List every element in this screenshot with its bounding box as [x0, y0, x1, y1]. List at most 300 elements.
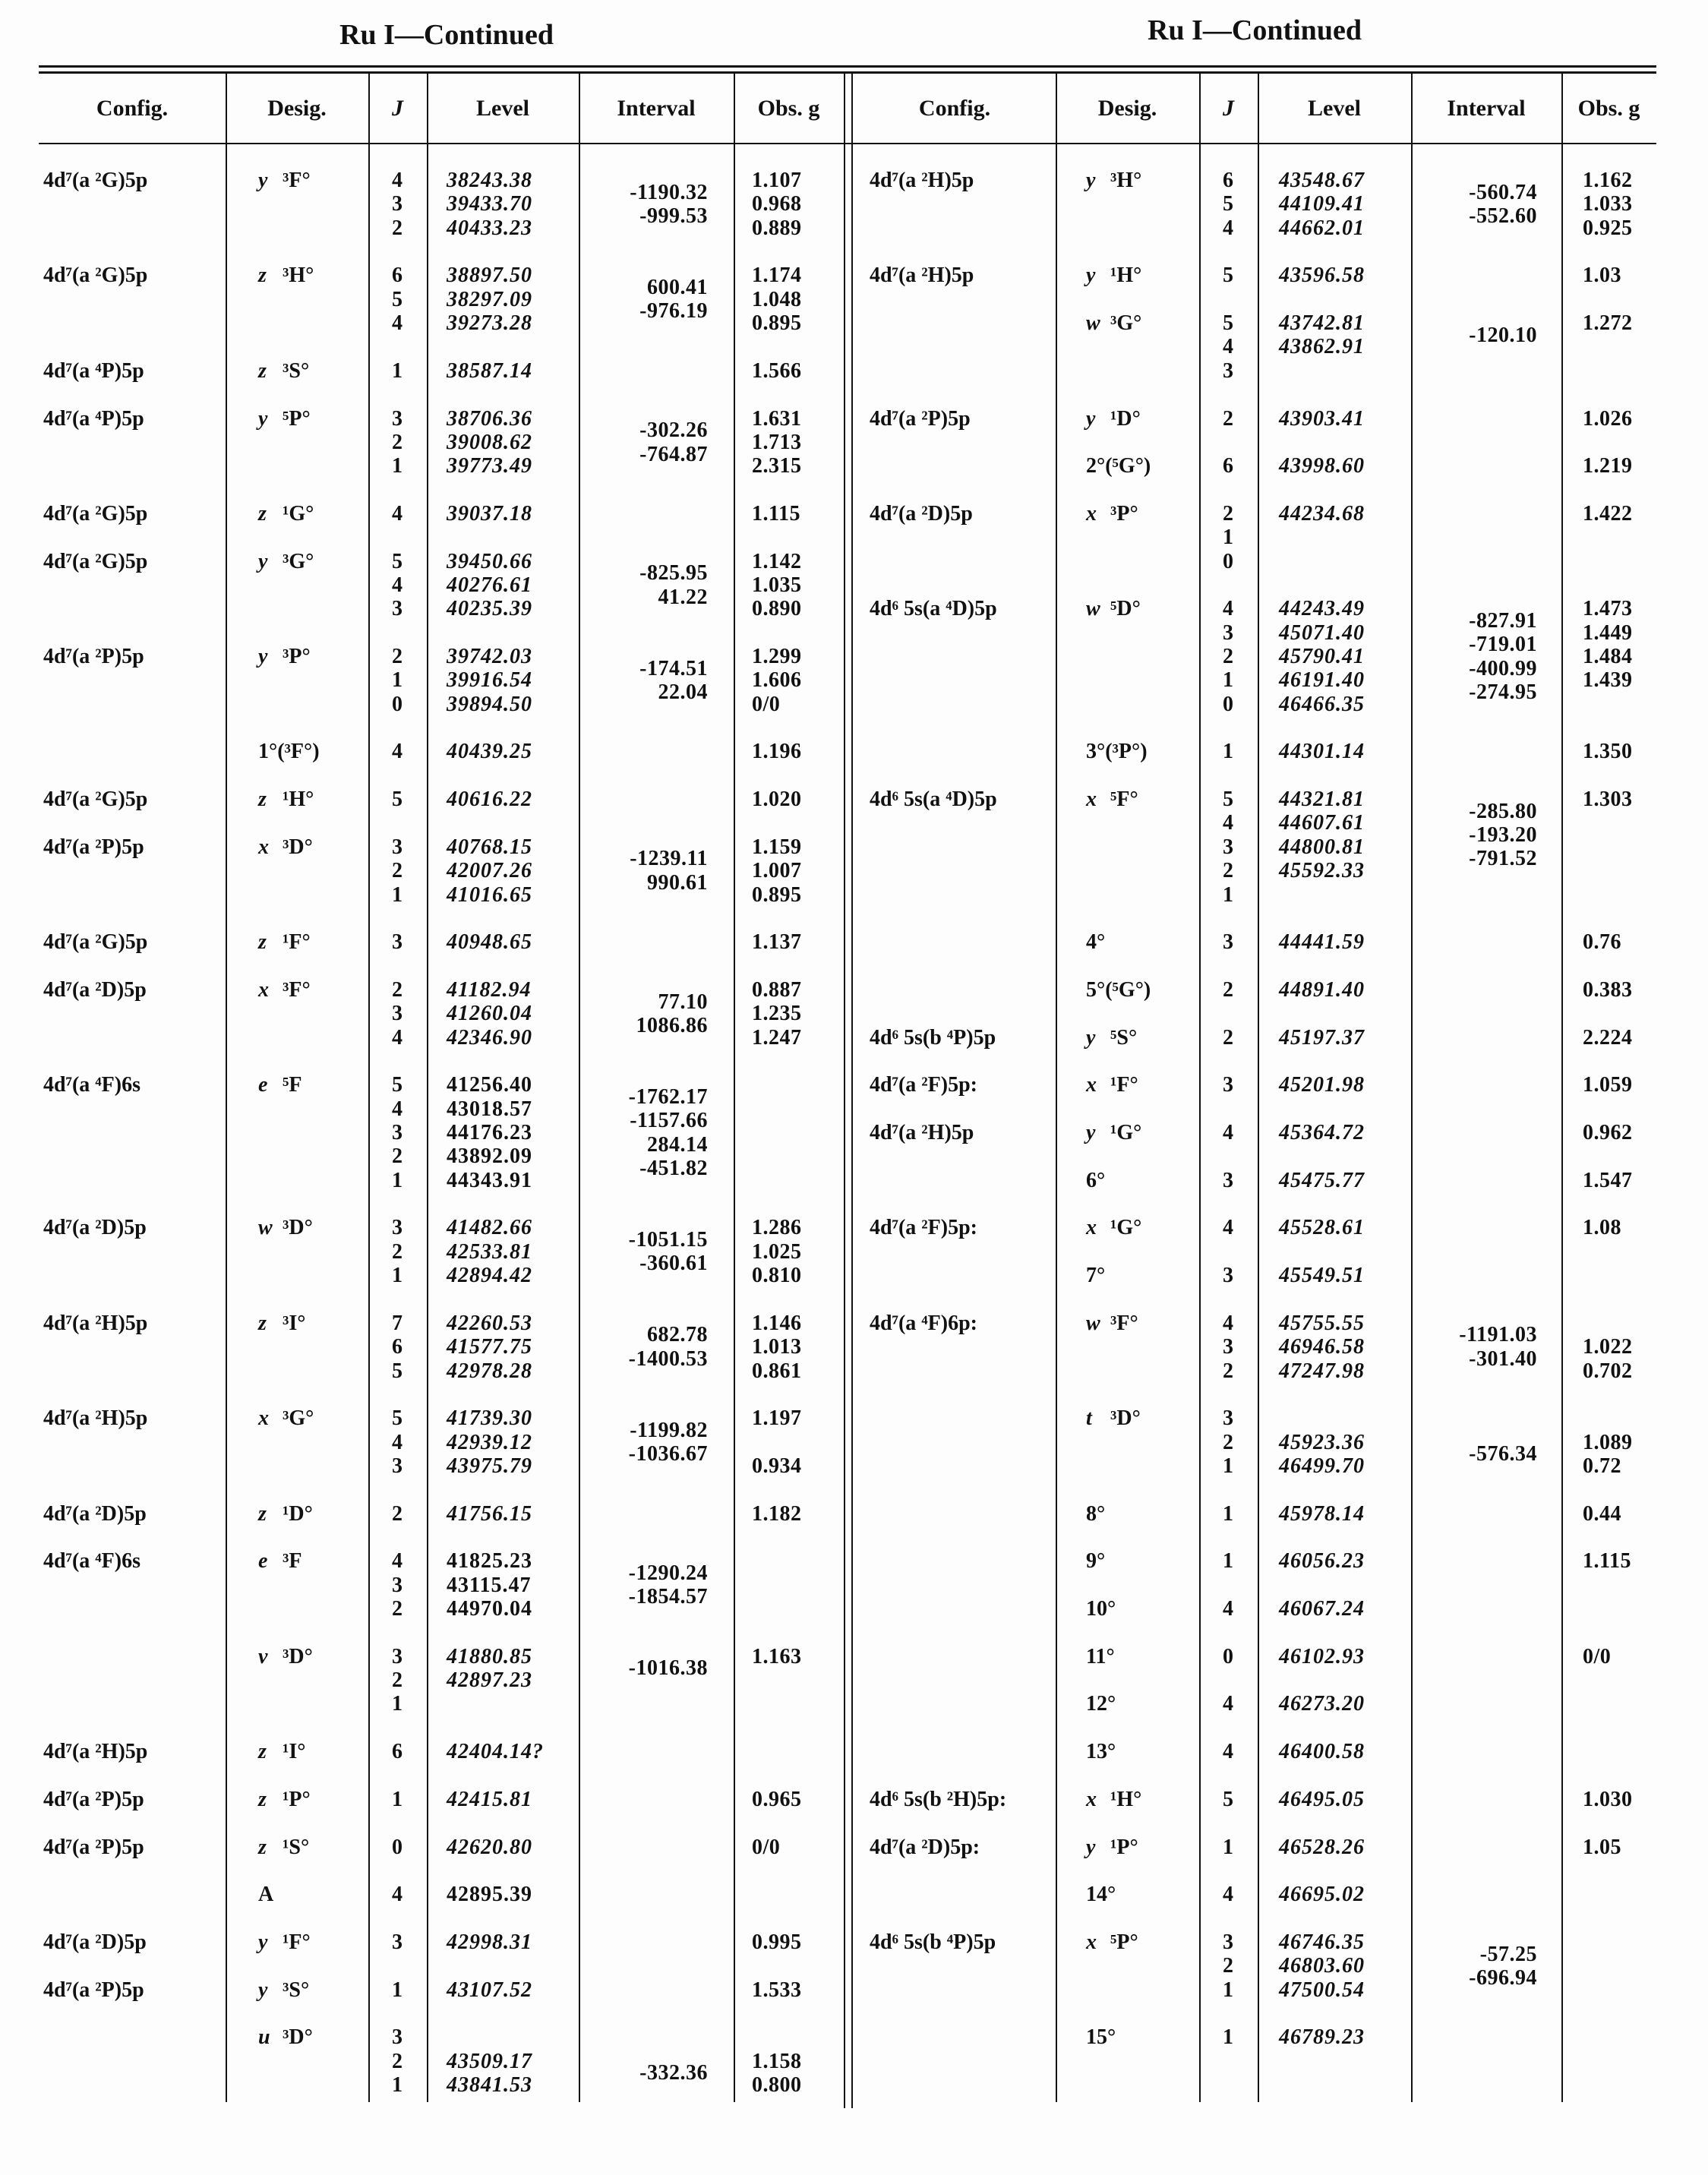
level-value: 44301.14 — [1279, 740, 1365, 764]
designation-term: ¹S° — [283, 1835, 310, 1859]
level-value: 41825.23 — [447, 1549, 532, 1574]
interval-value: -999.53 — [639, 204, 708, 229]
j-value: 3 — [1223, 835, 1233, 859]
obs-g-value: 1.286 — [752, 1216, 802, 1240]
j-value: 4 — [392, 1549, 403, 1574]
j-value: 1 — [392, 358, 403, 383]
designation-term: ⁵F° — [1110, 788, 1138, 812]
j-value: 1 — [1223, 1454, 1233, 1478]
level-value: 42998.31 — [447, 1930, 532, 1954]
level-value: 44800.81 — [1279, 835, 1365, 859]
j-value: 7 — [392, 1311, 403, 1335]
designation-term: ³D° — [283, 835, 313, 859]
j-value: 3 — [1223, 620, 1233, 645]
level-value: 45923.36 — [1279, 1430, 1365, 1454]
designation-term: ¹D° — [1110, 406, 1141, 431]
obs-g-value: 0.887 — [752, 977, 802, 1002]
obs-g-value: 1.115 — [1583, 1549, 1631, 1574]
j-value: 3 — [392, 1454, 403, 1478]
configuration: 4d⁷(a ²F)5p: — [870, 1073, 978, 1097]
designation-term: ⁵S° — [1110, 1025, 1138, 1050]
designation-term: ³G° — [1110, 311, 1142, 336]
j-value: 4 — [392, 501, 403, 526]
designation-prefix: x — [258, 835, 269, 859]
designation-term: ¹P° — [1110, 1835, 1138, 1859]
obs-g-value: 0.76 — [1583, 930, 1621, 955]
obs-g-value: 1.219 — [1583, 454, 1633, 478]
interval-value: -274.95 — [1469, 680, 1537, 705]
obs-g-value: 1.174 — [752, 264, 802, 288]
designation-prefix: y — [1086, 1835, 1096, 1859]
level-value: 39742.03 — [447, 645, 532, 668]
configuration: 4d⁷(a ²G)5p — [43, 549, 148, 573]
designation-term: ³P° — [283, 645, 311, 668]
center-double-rule — [844, 73, 845, 2108]
designation-prefix: z — [258, 1311, 267, 1335]
designation-term: ³D° — [1110, 1406, 1141, 1431]
level-value: 43596.58 — [1279, 264, 1365, 288]
obs-g-value: 1.182 — [752, 1501, 802, 1526]
configuration: 4d⁶ 5s(b ²H)5p: — [870, 1787, 1007, 1811]
right-header-interval: Interval — [1447, 96, 1526, 121]
j-value: 0 — [1223, 692, 1233, 716]
configuration: 4d⁷(a ⁴F)6s — [43, 1549, 141, 1574]
level-value: 44109.41 — [1279, 192, 1365, 216]
j-value: 4 — [392, 1883, 403, 1907]
level-value: 47247.98 — [1279, 1359, 1365, 1383]
designation-prefix: y — [1086, 1025, 1096, 1050]
level-value: 46273.20 — [1279, 1692, 1365, 1716]
level-value: 45528.61 — [1279, 1216, 1365, 1240]
level-value: 44441.59 — [1279, 930, 1365, 955]
interval-value: -560.74 — [1469, 180, 1537, 204]
interval-value: -827.91 — [1469, 608, 1537, 633]
obs-g-value: 1.422 — [1583, 501, 1633, 526]
configuration: 4d⁷(a ²D)5p — [43, 1930, 147, 1954]
column-rule — [1258, 73, 1259, 2102]
level-value: 43998.60 — [1279, 454, 1365, 478]
obs-g-value: 1.089 — [1583, 1430, 1633, 1454]
designation-prefix: w — [1086, 1311, 1100, 1335]
configuration: 4d⁷(a ²H)5p — [870, 1121, 974, 1144]
level-value: 42007.26 — [447, 859, 532, 883]
designation-term: ³F° — [283, 977, 311, 1002]
level-value: 42620.80 — [447, 1835, 532, 1859]
obs-g-value: 1.059 — [1583, 1073, 1633, 1097]
j-value: 4 — [392, 169, 403, 192]
configuration: 4d⁷(a ²H)5p — [43, 1406, 148, 1431]
j-value: 4 — [1223, 1597, 1233, 1621]
interval-value: 990.61 — [647, 870, 708, 895]
designation-prefix: x — [258, 977, 269, 1002]
j-value: 1 — [1223, 2025, 1233, 2050]
obs-g-value: 1.033 — [1583, 192, 1633, 216]
level-value: 39273.28 — [447, 311, 532, 336]
designation-prefix: 14° — [1086, 1883, 1116, 1907]
obs-g-value: 1.247 — [752, 1025, 802, 1050]
designation-term: ¹F° — [283, 930, 311, 955]
level-value: 38243.38 — [447, 169, 532, 192]
level-value: 42897.23 — [447, 1668, 532, 1693]
left-header-interval: Interval — [617, 96, 696, 121]
obs-g-value: 0.383 — [1583, 977, 1633, 1002]
level-value: 42978.28 — [447, 1359, 532, 1383]
obs-g-value: 1.299 — [752, 645, 802, 668]
column-rule — [579, 73, 580, 2102]
designation-prefix: 12° — [1086, 1692, 1116, 1716]
obs-g-value: 2.315 — [752, 454, 802, 478]
obs-g-value: 1.631 — [752, 406, 802, 431]
level-value: 39450.66 — [447, 549, 532, 573]
designation-prefix: 5°(⁵G°) — [1086, 977, 1151, 1002]
interval-value: -1157.66 — [630, 1109, 708, 1133]
designation-term: ³F — [283, 1549, 302, 1574]
designation-term: ³G° — [283, 1406, 314, 1431]
designation-prefix: y — [258, 645, 268, 668]
designation-prefix: e — [258, 1073, 268, 1097]
j-value: 3 — [1223, 1264, 1233, 1288]
designation-term: ³S° — [283, 358, 310, 383]
configuration: 4d⁶ 5s(b ⁴P)5p — [870, 1930, 996, 1954]
designation-prefix: 11° — [1086, 1644, 1115, 1668]
left-table-title: Ru I—Continued — [339, 19, 554, 51]
level-value: 46495.05 — [1279, 1787, 1365, 1811]
j-value: 4 — [1223, 216, 1233, 240]
interval-value: 22.04 — [658, 680, 708, 705]
j-value: 5 — [1223, 264, 1233, 288]
configuration: 4d⁷(a ²P)5p — [43, 1978, 144, 2002]
obs-g-value: 1.439 — [1583, 668, 1633, 693]
configuration: 4d⁷(a ²D)5p — [43, 1501, 147, 1526]
obs-g-value: 0.800 — [752, 2073, 802, 2097]
obs-g-value: 0.895 — [752, 882, 802, 907]
obs-g-value: 0.889 — [752, 216, 802, 240]
configuration: 4d⁷(a ²H)5p — [870, 169, 974, 192]
j-value: 6 — [392, 264, 403, 288]
obs-g-value: 1.350 — [1583, 740, 1633, 764]
designation-prefix: z — [258, 501, 267, 526]
column-rule — [1411, 73, 1413, 2102]
j-value: 4 — [1223, 1121, 1233, 1144]
level-value: 40768.15 — [447, 835, 532, 859]
interval-value: -576.34 — [1469, 1442, 1537, 1466]
interval-value: 1086.86 — [636, 1013, 708, 1037]
level-value: 43903.41 — [1279, 406, 1365, 431]
obs-g-value: 1.158 — [752, 2049, 802, 2073]
j-value: 4 — [1223, 1740, 1233, 1764]
designation-prefix: 15° — [1086, 2025, 1116, 2050]
designation-term: ⁵P° — [283, 406, 311, 431]
obs-g-value: 0.890 — [752, 597, 802, 621]
level-value: 44970.04 — [447, 1597, 532, 1621]
obs-g-value: 0.934 — [752, 1454, 802, 1478]
designation-term: ¹F° — [283, 1930, 311, 1954]
j-value: 3 — [1223, 1930, 1233, 1954]
obs-g-value: 1.162 — [1583, 169, 1633, 192]
level-value: 38897.50 — [447, 264, 532, 288]
right-header-desig: Desig. — [1097, 96, 1157, 121]
j-value: 6 — [392, 1740, 403, 1764]
j-value: 4 — [1223, 1692, 1233, 1716]
designation-prefix: 9° — [1086, 1549, 1106, 1574]
j-value: 6 — [1223, 454, 1233, 478]
obs-g-value: 1.159 — [752, 835, 802, 859]
configuration: 4d⁷(a ⁴F)6p: — [870, 1311, 978, 1335]
obs-g-value: 0.925 — [1583, 216, 1633, 240]
designation-prefix: 6° — [1086, 1168, 1106, 1192]
obs-g-value: 1.473 — [1583, 597, 1633, 621]
obs-g-value: 1.107 — [752, 169, 802, 192]
j-value: 5 — [1223, 311, 1233, 336]
level-value: 47500.54 — [1279, 1978, 1365, 2002]
j-value: 1 — [1223, 882, 1233, 907]
level-value: 42404.14? — [447, 1740, 544, 1764]
j-value: 2 — [1223, 1359, 1233, 1383]
interval-value: -1854.57 — [628, 1585, 708, 1609]
level-value: 41577.75 — [447, 1335, 532, 1359]
designation-prefix: 10° — [1086, 1597, 1116, 1621]
level-value: 43892.09 — [447, 1144, 532, 1169]
j-value: 1 — [392, 882, 403, 907]
j-value: 0 — [1223, 549, 1233, 573]
interval-value: -1016.38 — [628, 1656, 708, 1681]
level-value: 46102.93 — [1279, 1644, 1365, 1668]
level-value: 44243.49 — [1279, 597, 1365, 621]
level-value: 45201.98 — [1279, 1073, 1365, 1097]
column-rule — [734, 73, 735, 2102]
j-value: 1 — [392, 1978, 403, 2002]
j-value: 1 — [392, 454, 403, 478]
obs-g-value: 1.08 — [1583, 1216, 1621, 1240]
configuration: 4d⁶ 5s(a ⁴D)5p — [870, 788, 997, 812]
header-rule — [39, 143, 1656, 144]
obs-g-value: 1.115 — [752, 501, 800, 526]
j-value: 4 — [392, 1097, 403, 1121]
level-value: 40616.22 — [447, 788, 532, 812]
obs-g-value: 1.022 — [1583, 1335, 1633, 1359]
designation-term: ¹G° — [1110, 1216, 1142, 1240]
configuration: 4d⁷(a ²G)5p — [43, 501, 148, 526]
interval-value: -174.51 — [639, 656, 708, 680]
obs-g-value: 1.163 — [752, 1644, 802, 1668]
designation-term: ¹I° — [283, 1740, 306, 1764]
interval-value: -400.99 — [1469, 656, 1537, 680]
obs-g-value: 0.968 — [752, 192, 802, 216]
obs-g-value: 0/0 — [752, 1835, 781, 1859]
level-value: 46067.24 — [1279, 1597, 1365, 1621]
j-value: 1 — [1223, 668, 1233, 693]
obs-g-value: 1.048 — [752, 287, 802, 311]
level-value: 45475.77 — [1279, 1168, 1365, 1192]
j-value: 5 — [392, 788, 403, 812]
obs-g-value: 1.303 — [1583, 788, 1633, 812]
obs-g-value: 0.861 — [752, 1359, 802, 1383]
designation-term: ¹G° — [283, 501, 314, 526]
interval-value: -301.40 — [1469, 1346, 1537, 1371]
level-value: 46528.26 — [1279, 1835, 1365, 1859]
right-header-obs-g: Obs. g — [1577, 96, 1640, 121]
designation-prefix: z — [258, 1501, 267, 1526]
j-value: 5 — [1223, 1787, 1233, 1811]
obs-g-value: 1.235 — [752, 1002, 802, 1026]
interval-value: -1199.82 — [630, 1418, 708, 1442]
j-value: 4 — [392, 740, 403, 764]
obs-g-value: 0.44 — [1583, 1501, 1621, 1526]
designation-prefix: w — [258, 1216, 273, 1240]
j-value: 1 — [1223, 1549, 1233, 1574]
obs-g-value: 1.566 — [752, 358, 802, 383]
j-value: 2 — [392, 1597, 403, 1621]
j-value: 6 — [1223, 169, 1233, 192]
designation-prefix: y — [258, 406, 268, 431]
level-value: 43107.52 — [447, 1978, 532, 2002]
level-value: 41016.65 — [447, 882, 532, 907]
level-value: 43115.47 — [447, 1573, 532, 1597]
obs-g-value: 1.035 — [752, 573, 802, 597]
designation-term: ⁵F — [283, 1073, 302, 1097]
interval-value: 41.22 — [658, 585, 708, 609]
obs-g-value: 0.895 — [752, 311, 802, 336]
j-value: 3 — [392, 2025, 403, 2050]
designation-prefix: y — [1086, 1121, 1096, 1144]
level-value: 39037.18 — [447, 501, 532, 526]
level-value: 45790.41 — [1279, 645, 1365, 668]
level-value: 46695.02 — [1279, 1883, 1365, 1907]
obs-g-value: 1.007 — [752, 859, 802, 883]
j-value: 3 — [392, 1573, 403, 1597]
j-value: 4 — [1223, 1216, 1233, 1240]
designation-prefix: x — [1086, 1073, 1097, 1097]
j-value: 1 — [1223, 740, 1233, 764]
level-value: 42939.12 — [447, 1430, 532, 1454]
left-header-level: Level — [476, 96, 529, 121]
level-value: 42260.53 — [447, 1311, 532, 1335]
configuration: 4d⁶ 5s(a ⁴D)5p — [870, 597, 997, 621]
designation-term: ¹G° — [1110, 1121, 1142, 1144]
j-value: 3 — [392, 597, 403, 621]
designation-prefix: x — [1086, 1787, 1097, 1811]
j-value: 2 — [1223, 1954, 1233, 1978]
configuration: 4d⁷(a ²P)5p — [43, 645, 144, 668]
level-value: 40439.25 — [447, 740, 532, 764]
level-value: 45197.37 — [1279, 1025, 1365, 1050]
j-value: 1 — [392, 1692, 403, 1716]
designation-prefix: e — [258, 1549, 268, 1574]
j-value: 3 — [392, 1216, 403, 1240]
configuration: 4d⁷(a ²D)5p — [43, 977, 147, 1002]
configuration: 4d⁷(a ⁴P)5p — [43, 358, 144, 383]
obs-g-value: 1.013 — [752, 1335, 802, 1359]
interval-value: -302.26 — [639, 418, 708, 443]
level-value: 44891.40 — [1279, 977, 1365, 1002]
j-value: 4 — [392, 311, 403, 336]
obs-g-value: 1.026 — [1583, 406, 1633, 431]
configuration: 4d⁷(a ⁴P)5p — [43, 406, 144, 431]
j-value: 2 — [392, 1239, 403, 1264]
designation-term: ³D° — [283, 2025, 313, 2050]
level-value: 44662.01 — [1279, 216, 1365, 240]
interval-value: -451.82 — [639, 1157, 708, 1181]
level-value: 43548.67 — [1279, 169, 1365, 192]
obs-g-value: 0/0 — [752, 692, 781, 716]
level-value: 42895.39 — [447, 1883, 532, 1907]
interval-value: -57.25 — [1479, 1942, 1537, 1966]
designation-prefix: u — [258, 2025, 270, 2050]
j-value: 4 — [392, 573, 403, 597]
level-value: 43509.17 — [447, 2049, 532, 2073]
j-value: 4 — [1223, 1311, 1233, 1335]
left-header-j: J — [392, 96, 403, 121]
level-value: 41880.85 — [447, 1644, 532, 1668]
level-value: 40948.65 — [447, 930, 532, 955]
designation-prefix: y — [258, 549, 268, 573]
left-header-desig: Desig. — [267, 96, 327, 121]
j-value: 3 — [392, 1121, 403, 1144]
configuration: 4d⁷(a ²F)5p: — [870, 1216, 978, 1240]
obs-g-value: 1.533 — [752, 1978, 802, 2002]
obs-g-value: 1.020 — [752, 788, 802, 812]
designation-term: ¹H° — [1110, 264, 1142, 288]
level-value: 38587.14 — [447, 358, 532, 383]
j-value: 2 — [1223, 1430, 1233, 1454]
level-value: 38297.09 — [447, 287, 532, 311]
level-value: 40276.61 — [447, 573, 532, 597]
obs-g-value: 1.05 — [1583, 1835, 1621, 1859]
level-value: 46056.23 — [1279, 1549, 1365, 1574]
j-value: 1 — [392, 1787, 403, 1811]
j-value: 2 — [1223, 859, 1233, 883]
j-value: 0 — [1223, 1644, 1233, 1668]
obs-g-value: 1.272 — [1583, 311, 1633, 336]
obs-g-value: 1.606 — [752, 668, 802, 693]
designation-prefix: w — [1086, 597, 1100, 621]
obs-g-value: 1.449 — [1583, 620, 1633, 645]
j-value: 2 — [392, 1668, 403, 1693]
level-value: 41756.15 — [447, 1501, 532, 1526]
j-value: 2 — [1223, 645, 1233, 668]
configuration: 4d⁷(a ²G)5p — [43, 788, 148, 812]
j-value: 3 — [392, 1644, 403, 1668]
configuration: 4d⁷(a ²G)5p — [43, 930, 148, 955]
designation-term: ³G° — [283, 549, 314, 573]
interval-value: -552.60 — [1469, 204, 1537, 229]
interval-value: 284.14 — [647, 1132, 708, 1157]
j-value: 3 — [392, 192, 403, 216]
designation-term: ³H° — [1110, 169, 1142, 192]
level-value: 45978.14 — [1279, 1501, 1365, 1526]
designation-prefix: y — [258, 169, 268, 192]
designation-prefix: v — [258, 1644, 268, 1668]
designation-term: ¹H° — [283, 788, 314, 812]
configuration: 4d⁷(a ²H)5p — [43, 1740, 148, 1764]
level-value: 45364.72 — [1279, 1121, 1365, 1144]
interval-value: -1239.11 — [630, 847, 708, 871]
j-value: 4 — [392, 1025, 403, 1050]
level-value: 44234.68 — [1279, 501, 1365, 526]
level-value: 45592.33 — [1279, 859, 1365, 883]
designation-term: ³S° — [283, 1978, 310, 2002]
level-value: 41482.66 — [447, 1216, 532, 1240]
designation-prefix: x — [1086, 1930, 1097, 1954]
j-value: 3 — [1223, 358, 1233, 383]
interval-value: -1290.24 — [628, 1561, 708, 1585]
j-value: 0 — [392, 1835, 403, 1859]
obs-g-value: 1.025 — [752, 1239, 802, 1264]
obs-g-value: 0.702 — [1583, 1359, 1633, 1383]
j-value: 5 — [1223, 192, 1233, 216]
interval-value: 682.78 — [647, 1323, 708, 1347]
configuration: 4d⁶ 5s(b ⁴P)5p — [870, 1025, 996, 1050]
